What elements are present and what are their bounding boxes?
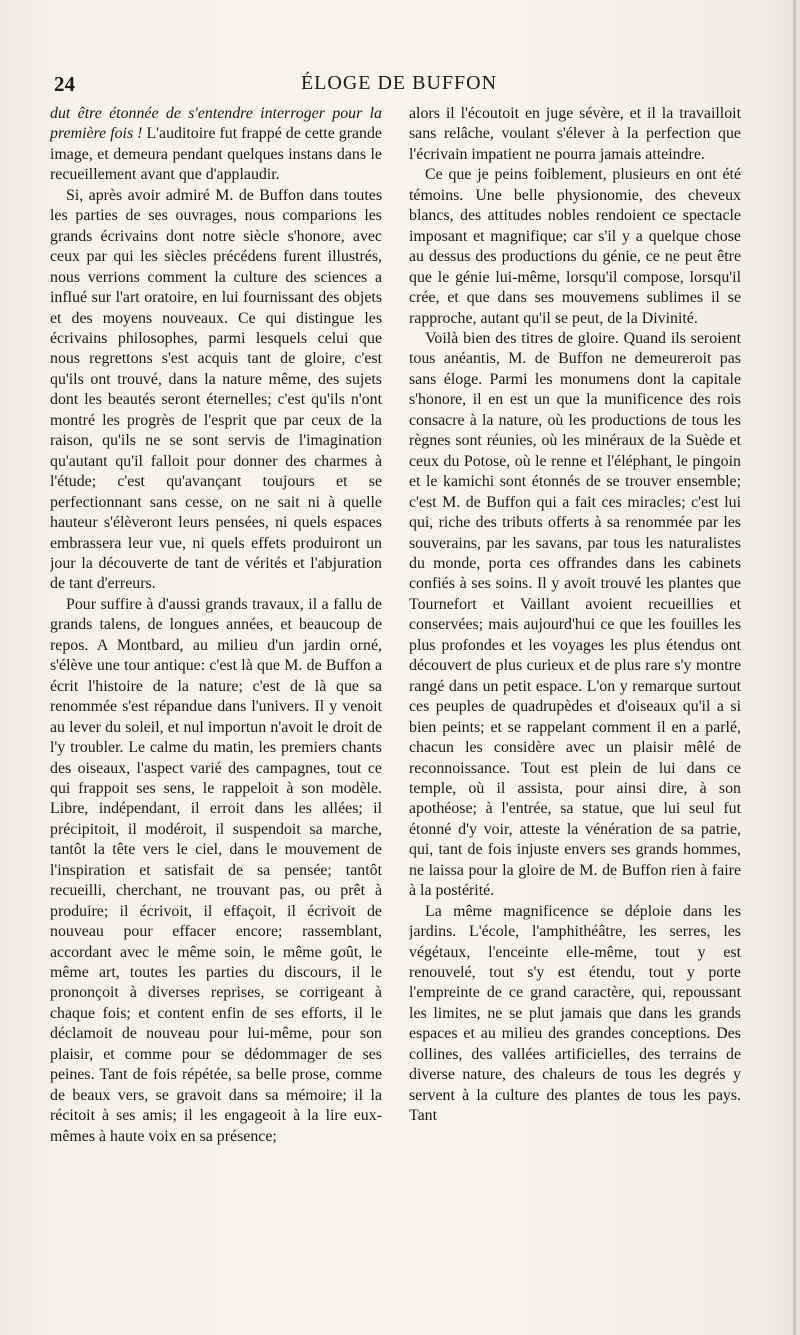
paragraph-text: L'auditoire fut frappé de cette grande image, et demeura pendant quelques instans dans le recueillement avant que d'applaudir. — [50, 125, 382, 184]
paragraph: Si, après avoir admiré M. de Buffon dans toutes les parties de ses ouvrages, nous comparions les grands écrivains dont notre siècle s'honore, avec ceux par qui les siècles précédens furent illustrés, nous verrions comment la culture des sciences a influé sur l'art oratoire, en lui fournissant des objets et des moyens nouveaux. Ce qui distingue les écrivains philosophes, parmi lesquels celui que nous regrettons s'est acquis tant de gloire, c'est qu'ils ont trouvé, dans la nature même, des sujets dont les beautés seront éternelles; c'est qu'ils n'ont montré les progrès de l'esprit que par ceux de la raison, qu'ils ne se sont servis de l'imagination qu'autant qu'il falloit pour donner des charmes à l'étude; c'est qu'avançant toujours et se perfectionnant sans cesse, on ne sait ni à quelle hauteur s'élèveront leurs pensées, ni quels espaces embrassera leur vue, ni quels effets produiront un jour la découverte de tant de vérités et l'abjuration de tant d'erreurs. — [50, 186, 382, 593]
italic-quote: dut être étonnée de s'entendre interroger pour la première fois ! — [50, 105, 382, 143]
page-number: 24 — [54, 72, 75, 96]
paragraph-continued: alors il l'écoutoit en juge sévère, et il la travailloit sans relâche, voulant s'élever à la perfection que l'écrivain impatient ne pourra jamais atteindre. — [409, 105, 741, 163]
left-column — [50, 104, 382, 1324]
paragraph: Voilà bien des titres de gloire. Quand ils seroient tous anéantis, M. de Buffon ne demeureroit pas sans éloge. Parmi les monumens dont la capitale s'honore, il en est un que la munificence des rois consacre à la nature, où les productions de tous les règnes sont réunies, où les minéraux de la Suède et ceux du Potose, où le renne et l'éléphant, le pingoin et le kamichi sont étonnés de se trouver ensemble; c'est M. de Buffon qui a fait ces miracles; c'est lui qui, riche des tributs offerts à sa renommée par les souverains, par les savans, par tous les naturalistes du monde, porta ces offrandes dans les cabinets confiés à ses soins. Il y avoit trouvé les plantes que Tournefort et Vaillant avoient recueillies et conservées; mais aujourd'hui ce que les fouilles les plus profondes et les voyages les plus étendus ont découvert de plus curieux et de plus rare s'y montre rangé dans un petit espace. L'on y remarque surtout ces peuples de quadrupèdes et d'oiseaux qu'il a si bien peints; et se rappelant comment il en a parlé, chacun les considère avec un plaisir mêlé de reconnoissance. Tout est plein de lui dans ce temple, où il assista, pour ainsi dire, à son apothéose; à l'entrée, sa statue, que lui seul fut étonné d'y voir, atteste la vénération de sa patrie, qui, tant de fois injuste envers ses grands hommes, ne laissa pour la gloire de M. de Buffon rien à faire à la postérité. — [409, 329, 741, 900]
right-column — [409, 104, 741, 1324]
paragraph-continued — [50, 104, 382, 186]
paragraph: Pour suffire à d'aussi grands travaux, il a fallu de grands talens, de longues années, et beaucoup de repos. A Montbard, au milieu d'un jardin orné, s'élève une tour antique: c'est là que M. de Buffon a écrit l'histoire de la nature; c'est de là que sa renommée s'est répandue dans l'univers. Il y venoit au lever du soleil, et nul importun n'avoit le droit de l'y troubler. Le calme du matin, les premiers chants des oiseaux, l'aspect varié des campagnes, tout ce qui frappoit ses sens, le rappeloit à son modèle. Libre, indépendant, il erroit dans les allées; il précipitoit, il modéroit, il suspendoit sa marche, tantôt la tête vers le ciel, dans le mouvement de l'inspiration et satisfait de sa pensée; tantôt recueilli, cherchant, ne trouvant pas, ou prêt à produire; il écrivoit, il effaçoit, il écrivoit de nouveau pour effacer encore; rassemblant, accordant avec le même soin, le même goût, le même art, toutes les parties du discours, il le prononçoit à diverses reprises, se corrigeant à chaque fois; et content enfin de ses efforts, il le déclamoit de nouveau pour lui-même, pour son plaisir, et comme pour se dédommager de ses peines. Tant de fois répétée, sa belle prose, comme de beaux vers, se gravoit dans sa mémoire; il la récitoit à ses amis; il les engageoit à la lire eux-mêmes à haute voix en sa présence; — [50, 595, 382, 1145]
paragraph: La même magnificence se déploie dans les jardins. L'école, l'amphithéâtre, les serres, les végétaux, l'enceinte elle-même, tout y est renouvelé, tout s'y est étendu, tout y porte l'empreinte de ce grand caractère, qui, repoussant les limites, ne se plut jamais que dans les grands espaces et au milieu des grandes conceptions. Des collines, des vallées artificielles, des terrains de diverse nature, des chaleurs de tous les degrés y servent à la culture des plantes de tous les pays. Tant — [409, 902, 741, 1125]
paragraph: Ce que je peins foiblement, plusieurs en ont été témoins. Une belle physionomie, des cheveux blancs, des attitudes nobles rendoient ce spectacle imposant et magnifique; car s'il y a quelque chose au dessus des productions du génie, ce ne peut être que le génie lui-même, lorsqu'il compose, lorsqu'il crée, et que dans ses mouvemens sublimes il se rapproche, autant qu'il se peut, de la Divinité. — [409, 166, 741, 327]
page-header — [54, 72, 744, 98]
running-head: ÉLOGE DE BUFFON — [300, 72, 498, 94]
page-edge — [793, 0, 796, 1335]
